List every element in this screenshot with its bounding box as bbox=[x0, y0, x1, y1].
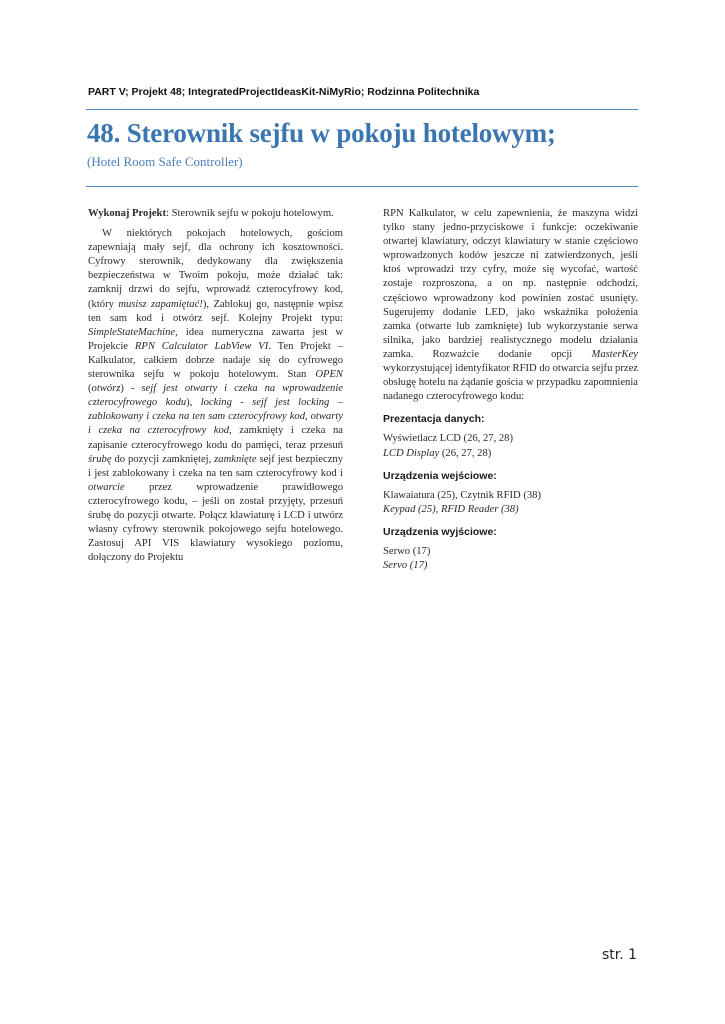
section-line: Serwo (17) bbox=[383, 545, 431, 557]
text-run-italic: OPEN bbox=[315, 369, 343, 381]
text-run-italic: Servo (17) bbox=[383, 560, 428, 572]
running-header: PART V; Projekt 48; IntegratedProjectIdeasKit-NiMyRio; Rodzinna Politechnika bbox=[88, 86, 480, 98]
text-run-italic: otwarcie bbox=[88, 481, 125, 493]
text-run-italic: Keypad (25), RFID Reader (38) bbox=[383, 503, 519, 515]
text-run: RPN Kalkulator, w celu zapewnienia, że maszyna widzi tylko stany jedno-przyciskowe i funkcje: oczekiwanie otwartej klawiatury, odczyt klawiatury w stanie częściowo wprowadzonych kodów jeszcze ni zatwierdzonych, jeśli ktoś wprowadzi trzy cyfry, może się wycofać, wartość zostaje rozproszona, a on np. następnie odchodzi, częściowo wprowadzony kod powinien zostać usunięty. Sugerujemy dodanie LED, jako wskaźnika położenia zamka (otwarte lub zamknięte) lub wykorzystanie serwa silnika, jako bardziej realistycznego modelu działania zamka. Rozważcie dodanie opcji bbox=[383, 208, 638, 360]
section-line: Klawaiatura (25), Czytnik RFID (38) bbox=[383, 489, 541, 501]
right-column bbox=[383, 207, 638, 573]
page-subtitle: (Hotel Room Safe Controller) bbox=[87, 154, 243, 169]
text-run: ), Zablokuj go, następnie wpisz ten sam kod i otwórz sejf. Kolejny Projekt typu: bbox=[88, 298, 343, 324]
text-run: sejf jest bezpieczny i jest zablokowany i czeka na ten sam czterocyfrowy kod i bbox=[88, 453, 343, 479]
text-run: , idea numeryczna zawarta jest w Projekcie bbox=[88, 326, 343, 352]
text-run: , zamknięty i czeka na zapisanie czterocyfrowego kodu do pamięci, teraz przesuń bbox=[88, 425, 343, 451]
page-title: 48. Sterownik sejfu w pokoju hotelowym; bbox=[87, 118, 556, 148]
continuation-paragraph bbox=[383, 207, 638, 404]
section-line-english bbox=[383, 559, 638, 573]
section-heading-data-presentation: Prezentacja danych: bbox=[383, 413, 485, 426]
text-run-italic: MasterKey bbox=[591, 348, 638, 360]
text-run-italic: LCD Display bbox=[383, 447, 440, 459]
text-run-italic: RPN Calculator LabView VI bbox=[134, 340, 269, 352]
description-paragraph bbox=[88, 227, 343, 565]
text-run: do pozycji zamkniętej, bbox=[111, 453, 215, 465]
text-run-italic: otwórz bbox=[91, 383, 121, 395]
text-run-italic: zamknięte bbox=[214, 453, 257, 465]
text-run-italic: musisz zapamiętać! bbox=[118, 298, 203, 310]
text-run-italic: sejf jest otwarty i czeka na wprowadzenie czterocyfrowego kodu bbox=[88, 383, 343, 409]
text-run: ), bbox=[186, 397, 201, 409]
left-column bbox=[88, 207, 343, 565]
title-rule bbox=[86, 186, 638, 187]
section-line-english bbox=[383, 447, 638, 461]
text-run-italic: śrubę bbox=[88, 453, 112, 465]
text-run: (26, 27, 28) bbox=[439, 447, 492, 459]
page-number: str. 1 bbox=[602, 947, 638, 963]
intro-text: : Sterownik sejfu w pokoju hotelowym. bbox=[165, 208, 334, 219]
intro-label: Wykonaj Projekt bbox=[88, 208, 166, 219]
text-run: wykorzystującej identyfikator RFID do otwarcia sejfu przez obsługę hotelu na żądanie gościa w przypadku zapomnienia nadanego czterocyfrowego kodu: bbox=[383, 363, 638, 403]
text-run: W niektórych pokojach hotelowych, gościom zapewniają mały sejf, dla ochrony ich kosztowności. Cyfrowy sterownik, dedykowany dla zwiększenia bezpieczeństwa w Twoim pokoju, może działać tak: zamknij drzwi do sejfu, wprowadź czterocyfrowy kod, (który bbox=[88, 228, 343, 310]
section-heading-input-devices: Urządzenia wejściowe: bbox=[383, 469, 497, 482]
text-run: . Ten Projekt – Kalkulator, całkiem dobrze nadaje się do cyfrowego sterownika sejfu w pokoju hotelowym. Stan bbox=[88, 340, 344, 381]
section-line-english bbox=[383, 503, 638, 517]
intro-paragraph bbox=[88, 207, 343, 221]
header-rule bbox=[86, 109, 638, 110]
text-run: przez wprowadzenie prawidłowego czterocyfrowego kodu, – jeśli on został przyjęty, przesuń śrubę do pozycji otwarte. Połącz klawiaturę i LCD i utwórz własny cyfrowy sterownik pokojowego sejfu hotelowego. Zastosuj API VIS klawiatury wysokiego poziomu, dołączony do Projektu bbox=[88, 481, 343, 564]
text-run: ( bbox=[88, 383, 92, 395]
text-run: ) - bbox=[120, 383, 142, 395]
text-run-italic: SimpleStateMachine bbox=[88, 326, 176, 338]
section-heading-output-devices: Urządzenia wyjściowe: bbox=[383, 525, 497, 538]
section-line: Wyświetlacz LCD (26, 27, 28) bbox=[383, 433, 513, 445]
text-run-italic: locking - sejf jest locking – zablokowany i czeka na ten sam czterocyfrowy kod, otwarty i czeka na czterocyfrowy kod bbox=[88, 397, 343, 437]
